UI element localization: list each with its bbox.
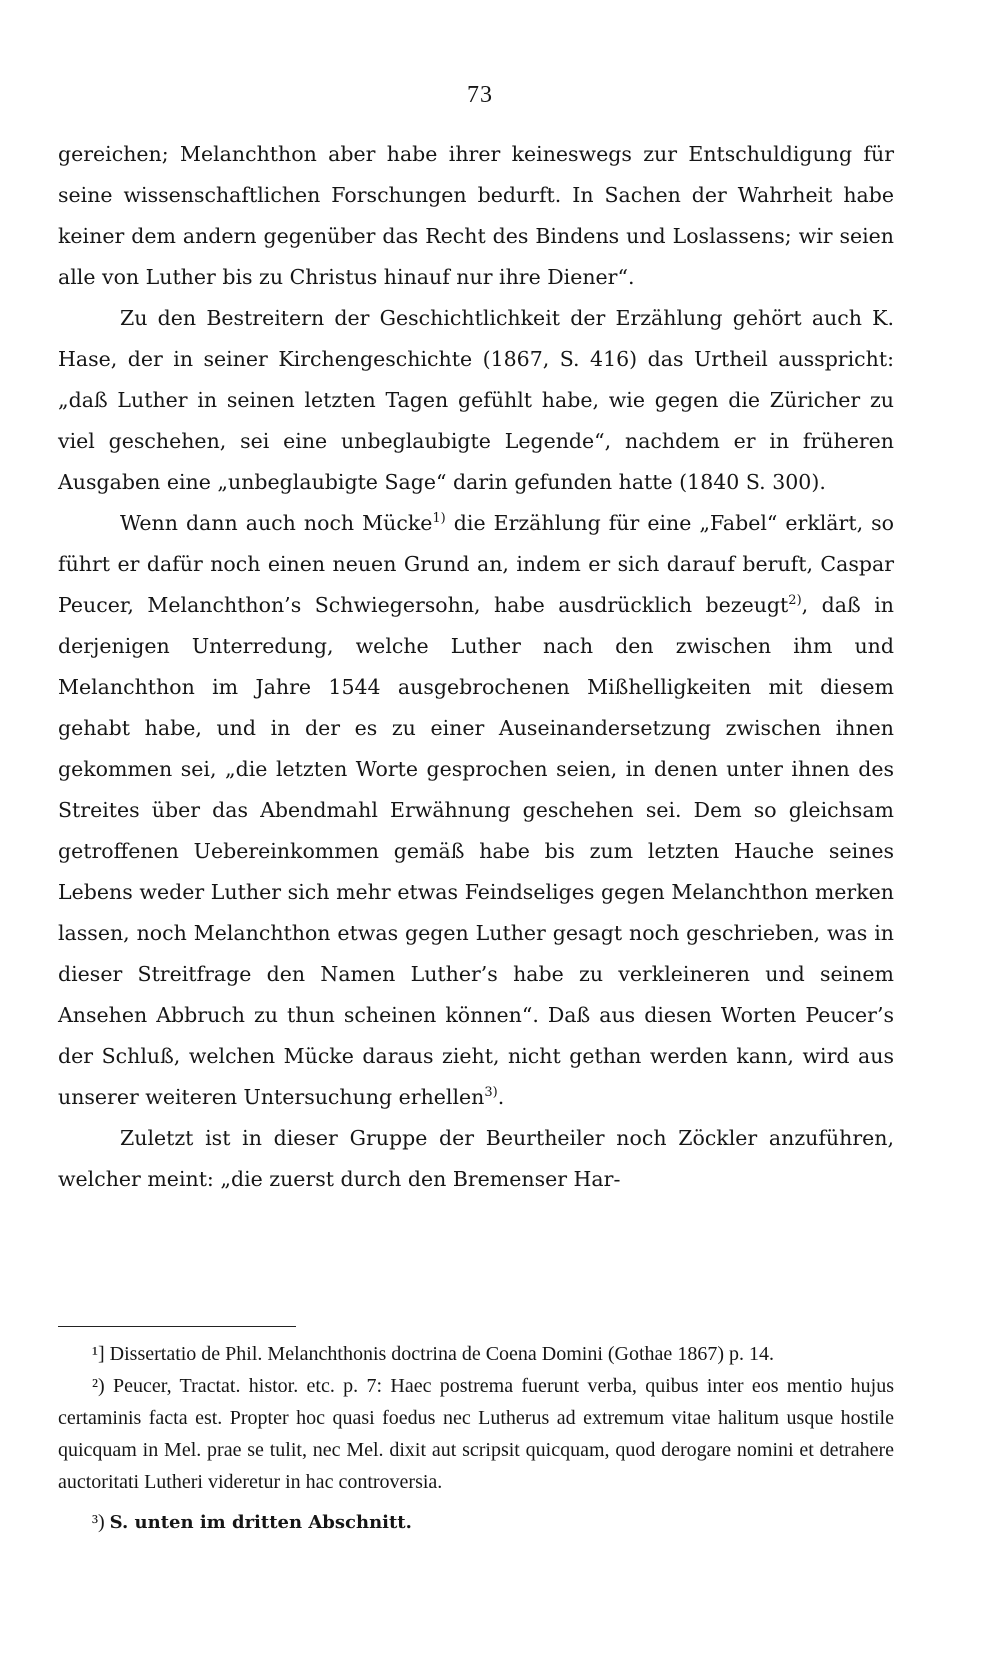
paragraph-3-part-3: , daß in derjenigen Unterredung, welche Luther nach den zwischen ihm und Melanchthon im Jahre 1544 ausgebrochenen Mißhelligkeiten mit diesem gehabt habe, und in der es zu einer Auseinandersetzung zwischen ihnen gekommen sei, „die letzten Worte gesprochen seien, in denen unter ihnen des Streites über das Abendmahl Erwähnung geschehen sei. Dem so gleichsam getroffenen Uebereinkommen gemäß habe bis zum letzten Hauche seines Lebens weder Luther sich mehr etwas Feindseliges gegen Melanchthon merken lassen, noch Melanchthon etwas gegen Luther gesagt noch geschrieben, was in dieser Streitfrage den Namen Luther’s habe zu verkleineren und seinem Ansehen Abbruch zu thun scheinen können“. Daß aus diesen Worten Peucer’s der Schluß, welchen Mücke daraus zieht, nicht gethan werden kann, wird aus unserer weiteren Untersuchung erhellen <box>58 593 894 1109</box>
footnotes <box>58 1338 894 1539</box>
paragraph-3-part-1: Wenn dann auch noch Mücke <box>120 511 433 535</box>
paragraph-2: Zu den Bestreitern der Geschichtlichkeit der Erzählung gehört auch K. Hase, der in seiner Kirchengeschichte (1867, S. 416) das Urtheil ausspricht: „daß Luther in seinen letzten Tagen gefühlt habe, wie gegen die Züricher zu viel geschehen, sei eine unbeglaubigte Legende“, nachdem er in früheren Ausgaben eine „unbeglaubigte Sage“ darin gefunden hatte (1840 S. 300). <box>58 306 894 494</box>
paragraph-3-part-4: . <box>497 1085 505 1109</box>
footnote-1-marker: ¹] <box>92 1343 105 1365</box>
body-text <box>58 134 894 1200</box>
paragraph-3-part-2: die Erzählung für eine „Fabel“ erklärt, so führt er dafür noch einen neuen Grund an, indem er sich darauf beruft, Caspar Peucer, Melanchthon’s Schwiegersohn, habe ausdrücklich bezeugt <box>58 511 894 617</box>
footnote-ref-1: 1) <box>432 511 446 527</box>
footnote-3 <box>58 1506 894 1539</box>
footnote-1-text: Dissertatio de Phil. Melanchthonis doctrina de Coena Domini (Gothae 1867) p. 14. <box>109 1343 774 1365</box>
footnote-3-text: S. unten im dritten Abschnitt. <box>109 1512 412 1533</box>
footnote-1 <box>58 1338 894 1370</box>
paragraph-1: gereichen; Melanchthon aber habe ihrer keineswegs zur Entschuldigung für seine wissenschaftlichen Forschungen bedurft. In Sachen der Wahrheit habe keiner dem andern gegenüber das Recht des Bindens und Loslassens; wir seien alle von Luther bis zu Christus hinauf nur ihre Diener“. <box>58 142 894 289</box>
footnote-3-marker: ³) <box>92 1511 105 1533</box>
page-number: 73 <box>467 82 493 108</box>
footnote-ref-2: 2) <box>788 593 802 609</box>
footnote-2-marker: ²) <box>92 1375 105 1397</box>
paragraph-3 <box>58 503 894 1118</box>
footnote-ref-3: 3) <box>484 1085 498 1101</box>
footnote-2 <box>58 1370 894 1498</box>
footnote-divider <box>58 1326 296 1327</box>
paragraph-4: Zuletzt ist in dieser Gruppe der Beurtheiler noch Zöckler anzuführen, welcher meint: „die zuerst durch den Bremenser Har- <box>58 1126 894 1191</box>
footnote-2-text: Peucer, Tractat. histor. etc. p. 7: Haec postrema fuerunt verba, quibus inter eos mentio hujus certaminis facta est. Propter hoc quasi foedus nec Lutherus ad extremum vitae halitum usque hostile quicquam in Mel. prae se tulit, nec Mel. dixit aut scripsit quicquam, quod derogare nomini et detrahere auctoritati Lutheri videretur in hac controversia. <box>58 1375 894 1493</box>
